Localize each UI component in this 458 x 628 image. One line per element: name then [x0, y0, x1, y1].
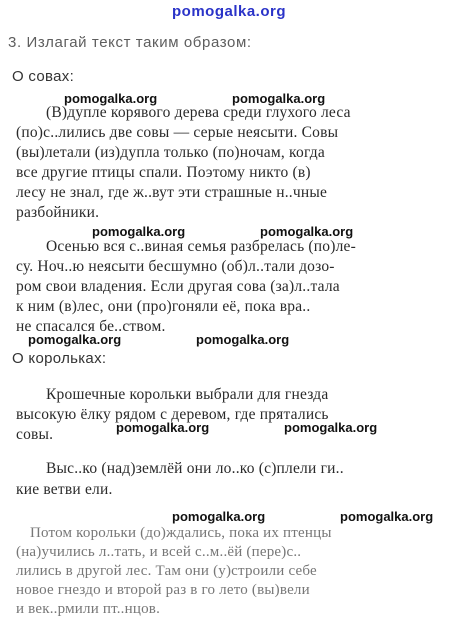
- watermark: pomogalka.org: [172, 509, 266, 524]
- watermark: pomogalka.org: [260, 224, 354, 239]
- watermark: pomogalka.org: [196, 332, 290, 347]
- text-line: и век..рмили пт..нцов.: [16, 601, 161, 617]
- text-line: (по)с..лились две совы — серые неясыти. Совы: [16, 124, 339, 141]
- text-line: Осенью вся с..виная семья разбрелась (по)ле-: [46, 238, 356, 255]
- watermark: pomogalka.org: [284, 420, 378, 435]
- text-line: к ним (в)лес, они (про)гоняли её, пока вра..: [16, 298, 311, 315]
- text-line: су. Ноч..ю неясыти бесшумно (об)л..тали дозо-: [16, 258, 335, 275]
- task-instruction: 3. Излагай текст таким образом:: [8, 34, 252, 51]
- text-line: высокую ёлку рядом с деревом, где прятались: [16, 406, 329, 423]
- text-line: Выс..ко (над)землёй они ло..ко (с)плели ги..: [46, 460, 344, 477]
- text-line: (на)учились л..тать, и всей с..м..ёй (пере)с..: [16, 544, 302, 560]
- watermark: pomogalka.org: [64, 91, 158, 106]
- text-line: новое гнездо и второй раз в го лето (вы)вели: [16, 582, 310, 598]
- watermark: pomogalka.org: [340, 509, 434, 524]
- text-line: кие ветви ели.: [16, 481, 113, 498]
- text-line: лились в другой лес. Там они (у)строили себе: [16, 563, 317, 579]
- watermark: pomogalka.org: [28, 332, 122, 347]
- watermark: pomogalka.org: [92, 224, 186, 239]
- watermark: pomogalka.org: [116, 420, 210, 435]
- text-line: разбойники.: [16, 204, 100, 221]
- text-line: Потом корольки (до)ждались, пока их птенцы: [30, 525, 332, 541]
- text-line: (В)дупле корявого дерева среди глухого леса: [46, 104, 351, 121]
- text-line: ром свои владения. Если другая сова (за)л..тала: [16, 278, 340, 295]
- text-line: все другие птицы спали. Поэтому никто (в): [16, 164, 311, 181]
- text-line: Крошечные корольки выбрали для гнезда: [46, 386, 329, 403]
- watermark-top: pomogalka.org: [172, 3, 287, 20]
- text-line: лесу не знал, где ж..вут эти страшные н..чные: [16, 184, 328, 201]
- text-line: совы.: [16, 426, 54, 443]
- text-line: не спасался бе..ством.: [16, 318, 166, 335]
- section-heading-kinglets: О корольках:: [12, 350, 107, 367]
- text-line: (вы)летали (из)дупла только (по)ночам, когда: [16, 144, 325, 161]
- section-heading-owls: О совах:: [12, 68, 75, 85]
- watermark: pomogalka.org: [232, 91, 326, 106]
